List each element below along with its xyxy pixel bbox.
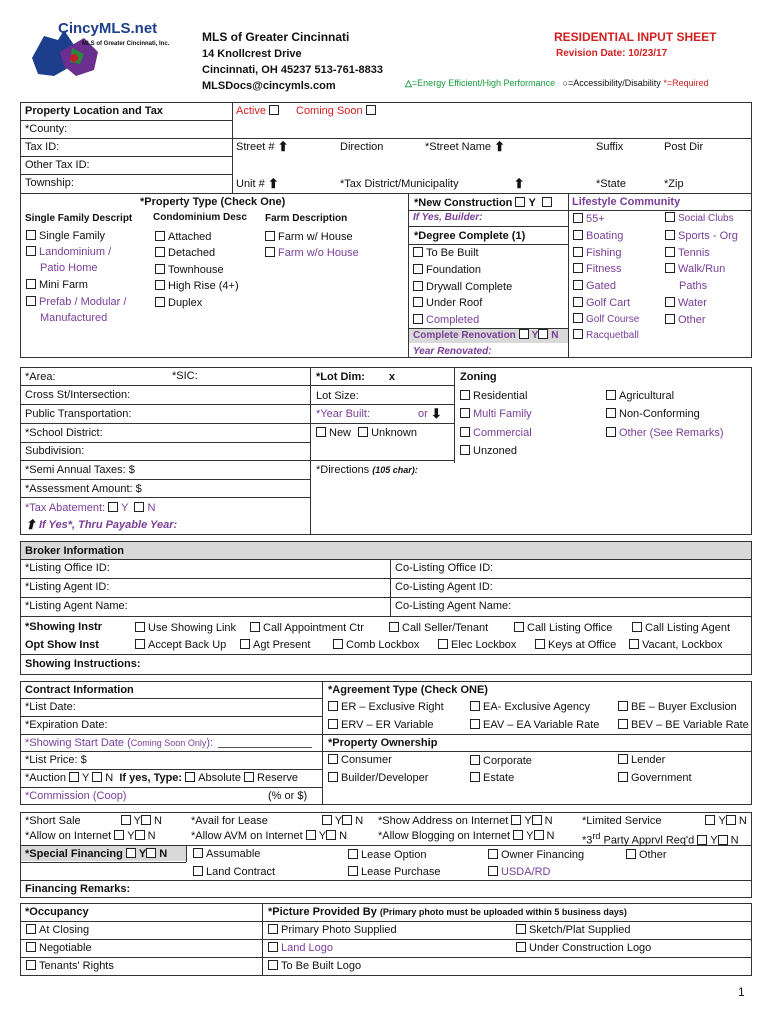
- year-built-field[interactable]: *Year Built: or ⬇: [316, 406, 442, 421]
- ownership-estate-checkbox[interactable]: Estate: [470, 771, 514, 785]
- accessibility-arrow-icon: ⬆: [277, 139, 289, 154]
- area-field[interactable]: *Area:: [25, 371, 56, 383]
- allow-blogging-field[interactable]: *Allow Blogging on Internet Y N: [378, 830, 555, 842]
- prefab-checkbox[interactable]: Prefab / Modular /: [26, 295, 126, 309]
- financing-lease-purchase-checkbox[interactable]: Lease Purchase: [348, 865, 441, 879]
- show-address-field[interactable]: *Show Address on Internet Y N: [378, 815, 553, 827]
- legend-access: =Accessibility/Disability: [568, 78, 661, 88]
- broker-title: Broker Information: [25, 545, 125, 557]
- occupancy-at-closing-checkbox[interactable]: At Closing: [26, 923, 89, 937]
- logo: [24, 18, 184, 82]
- logo-brand: CincyMLS.net: [58, 20, 158, 37]
- complete-renovation-field[interactable]: Complete Renovation Y N: [413, 330, 559, 341]
- townhouse-checkbox[interactable]: Townhouse: [155, 263, 224, 277]
- lot-size-field[interactable]: Lot Size:: [316, 390, 359, 402]
- comb-lockbox-checkbox[interactable]: Comb Lockbox: [333, 638, 419, 652]
- post-dir-field[interactable]: Post Dir: [664, 141, 704, 153]
- street-name-field[interactable]: *Street Name ⬆: [425, 139, 505, 154]
- if-yes-builder: If Yes, Builder:: [413, 212, 483, 223]
- accessibility-circle-icon: ○: [562, 78, 569, 88]
- property-ownership-title: *Property Ownership: [328, 737, 438, 749]
- zoning-multi-family-checkbox[interactable]: Multi Family: [460, 407, 532, 421]
- primary-photo-checkbox[interactable]: Primary Photo Supplied: [268, 923, 397, 937]
- financing-usda-checkbox[interactable]: USDA/RD: [488, 865, 551, 879]
- lifestyle-racquetball-checkbox[interactable]: Racquetball: [573, 329, 639, 343]
- accessibility-arrow-icon: ⬆: [494, 139, 505, 154]
- occupancy-title: *Occupancy: [25, 906, 89, 918]
- zip-field[interactable]: *Zip: [664, 178, 684, 190]
- detached-checkbox[interactable]: Detached: [155, 246, 215, 260]
- duplex-checkbox[interactable]: Duplex: [155, 296, 202, 310]
- co-listing-agent-field[interactable]: Co-Listing Agent ID:: [395, 581, 493, 593]
- co-listing-agent-name-field[interactable]: Co-Listing Agent Name:: [395, 600, 512, 612]
- lifestyle-social-clubs-checkbox[interactable]: Social Clubs: [665, 212, 734, 226]
- lifestyle-walk-run-checkbox[interactable]: Walk/Run: [665, 262, 725, 276]
- ownership-consumer-checkbox[interactable]: Consumer: [328, 753, 392, 767]
- accessibility-arrow-icon: ⬆: [25, 517, 36, 532]
- coming-soon-checkbox[interactable]: Coming Soon: [296, 104, 379, 118]
- ownership-builder-checkbox[interactable]: Builder/Developer: [328, 771, 428, 785]
- legend: [405, 76, 709, 90]
- accessibility-arrow-down-icon: ⬇: [430, 406, 442, 421]
- unit-number-field[interactable]: Unit # ⬆: [236, 176, 279, 191]
- sketch-plat-checkbox[interactable]: Sketch/Plat Supplied: [516, 923, 631, 937]
- logo-subtitle: MLS of Greater Cincinnati, Inc.: [82, 41, 170, 47]
- org-address-1: 14 Knollcrest Drive: [202, 48, 302, 60]
- limited-service-field[interactable]: *Limited Service Y N: [582, 815, 747, 827]
- condo-title: Condominium Desc: [153, 212, 247, 223]
- listing-agent-field[interactable]: *Listing Agent ID:: [25, 581, 110, 593]
- zoning-commercial-checkbox[interactable]: Commercial: [460, 426, 532, 440]
- property-location-title: Property Location and Tax: [25, 105, 163, 117]
- zoning-title: Zoning: [460, 371, 497, 383]
- year-built-unknown-field[interactable]: New Unknown: [316, 426, 417, 440]
- sic-field[interactable]: *SIC:: [172, 370, 198, 382]
- mini-farm-checkbox[interactable]: Mini Farm: [26, 278, 88, 292]
- agreement-er-checkbox[interactable]: ER – Exclusive Right: [328, 700, 444, 714]
- legend-energy: =Energy Efficient/High Performance: [411, 78, 556, 88]
- allow-on-internet-field[interactable]: *Allow on Internet Y N: [25, 830, 156, 842]
- landominium-checkbox[interactable]: Landominium /: [26, 245, 111, 259]
- financing-land-contract-checkbox[interactable]: Land Contract: [193, 865, 275, 879]
- list-price-field[interactable]: *List Price: $: [25, 754, 87, 766]
- zoning-agricultural-checkbox[interactable]: Agricultural: [606, 389, 674, 403]
- lifestyle-fishing-checkbox[interactable]: Fishing: [573, 246, 621, 260]
- patio-home-label: Patio Home: [40, 262, 98, 274]
- co-listing-office-field[interactable]: Co-Listing Office ID:: [395, 562, 494, 574]
- lot-dim-field[interactable]: *Lot Dim: x: [316, 371, 396, 383]
- assessment-amount-field[interactable]: *Assessment Amount: $: [25, 483, 142, 495]
- completed-checkbox[interactable]: Completed: [413, 313, 479, 327]
- lifestyle-other-checkbox[interactable]: Other: [665, 313, 706, 327]
- listing-agent-name-field[interactable]: *Listing Agent Name:: [25, 600, 128, 612]
- agreement-bev-checkbox[interactable]: BEV – BE Variable Rate: [618, 718, 749, 732]
- elec-lockbox-checkbox[interactable]: Elec Lockbox: [438, 638, 516, 652]
- call-listing-office-checkbox[interactable]: Call Listing Office: [514, 621, 612, 635]
- financing-other-checkbox[interactable]: Other: [626, 848, 667, 862]
- degree-complete-title: *Degree Complete (1): [414, 230, 526, 242]
- page-number: 1: [738, 985, 745, 999]
- keys-at-office-checkbox[interactable]: Keys at Office: [535, 638, 616, 652]
- lifestyle-paths-label: Paths: [679, 280, 708, 292]
- legend-required: *=Required: [663, 78, 709, 88]
- other-tax-id-field[interactable]: Other Tax ID:: [25, 159, 90, 171]
- subdivision-field[interactable]: Subdivision:: [25, 445, 85, 457]
- high-rise-checkbox[interactable]: High Rise (4+): [155, 279, 239, 293]
- under-construction-logo-checkbox[interactable]: Under Construction Logo: [516, 941, 651, 955]
- accessibility-arrow-icon: ⬆: [267, 176, 279, 191]
- property-location-section: [20, 102, 752, 358]
- third-party-approval-field[interactable]: *3rd Party Apprvl Req'd Y N: [582, 831, 739, 847]
- ownership-lender-checkbox[interactable]: Lender: [618, 753, 665, 767]
- public-transport-field[interactable]: Public Transportation:: [25, 408, 132, 420]
- use-showing-link-checkbox[interactable]: Use Showing Link: [135, 621, 236, 635]
- manufactured-label: Manufactured: [40, 312, 108, 324]
- energy-triangle-icon: △: [405, 78, 412, 88]
- vacant-lockbox-checkbox[interactable]: Vacant, Lockbox: [629, 638, 723, 652]
- drywall-complete-checkbox[interactable]: Drywall Complete: [413, 280, 512, 294]
- semi-annual-taxes-field[interactable]: *Semi Annual Taxes: $: [25, 464, 135, 476]
- attached-checkbox[interactable]: Attached: [155, 230, 211, 244]
- lifestyle-boating-checkbox[interactable]: Boating: [573, 229, 623, 243]
- accessibility-arrow-icon: ⬆: [513, 176, 525, 191]
- lifestyle-gated-checkbox[interactable]: Gated: [573, 279, 616, 293]
- suffix-field[interactable]: Suffix: [596, 141, 624, 153]
- occupancy-tenants-rights-checkbox[interactable]: Tenants' Rights: [26, 959, 114, 973]
- single-family-checkbox[interactable]: Single Family: [26, 229, 105, 243]
- to-be-built-logo-checkbox[interactable]: To Be Built Logo: [268, 959, 361, 973]
- revision-date: Revision Date: 10/23/17: [556, 48, 668, 59]
- farm-title: Farm Description: [265, 213, 348, 224]
- form-title: RESIDENTIAL INPUT SHEET: [554, 30, 717, 44]
- picture-provided-title: *Picture Provided By (Primary photo must be uploaded within 5 business days): [268, 906, 627, 918]
- new-construction-field[interactable]: *New Construction Y: [414, 196, 555, 210]
- agt-present-checkbox[interactable]: Agt Present: [240, 638, 310, 652]
- ownership-government-checkbox[interactable]: Government: [618, 771, 692, 785]
- tax-id-field[interactable]: Tax ID:: [25, 141, 60, 153]
- org-address-2: Cincinnati, OH 45237 513-761-8833: [202, 64, 383, 76]
- tax-abatement-field[interactable]: *Tax Abatement: Y N: [25, 502, 156, 514]
- lifestyle-tennis-checkbox[interactable]: Tennis: [665, 246, 710, 260]
- showing-instr-label: *Showing Instr: [25, 621, 102, 633]
- abatement-thru-year-field[interactable]: ⬆ If Yes*, Thru Payable Year:: [25, 517, 178, 532]
- special-financing-field[interactable]: *Special Financing Y N: [25, 848, 168, 860]
- listing-office-field[interactable]: *Listing Office ID:: [25, 562, 110, 574]
- agreement-ea-checkbox[interactable]: EA- Exclusive Agency: [470, 700, 590, 714]
- land-logo-checkbox[interactable]: Land Logo: [268, 941, 333, 955]
- directions-field[interactable]: *Directions (105 char):: [316, 464, 418, 476]
- financing-lease-option-checkbox[interactable]: Lease Option: [348, 848, 426, 862]
- lifestyle-title: Lifestyle Community: [572, 196, 681, 208]
- to-be-built-checkbox[interactable]: To Be Built: [413, 246, 479, 260]
- county-field[interactable]: *County:: [25, 123, 68, 135]
- showing-start-date-field[interactable]: *Showing Start Date (Coming Soon Only):: [25, 737, 214, 749]
- direction-field[interactable]: Direction: [340, 141, 384, 153]
- call-seller-tenant-checkbox[interactable]: Call Seller/Tenant: [389, 621, 488, 635]
- call-listing-agent-checkbox[interactable]: Call Listing Agent: [632, 621, 730, 635]
- township-field[interactable]: Township:: [25, 177, 74, 189]
- accept-back-up-checkbox[interactable]: Accept Back Up: [135, 638, 226, 652]
- auction-field[interactable]: *Auction Y N If yes, Type: Absolute Reserve: [25, 772, 298, 784]
- lifestyle-55-checkbox[interactable]: 55+: [573, 212, 605, 226]
- occupancy-negotiable-checkbox[interactable]: Negotiable: [26, 941, 92, 955]
- under-roof-checkbox[interactable]: Under Roof: [413, 296, 482, 310]
- zoning-residential-checkbox[interactable]: Residential: [460, 389, 527, 403]
- school-district-field[interactable]: *School District:: [25, 427, 103, 439]
- lifestyle-sports-checkbox[interactable]: Sports - Org: [665, 229, 738, 243]
- active-checkbox[interactable]: Active: [236, 104, 282, 118]
- year-renovated-field[interactable]: Year Renovated:: [413, 346, 492, 357]
- short-sale-field[interactable]: *Short Sale Y N: [25, 815, 162, 827]
- pct-or-dollar-label: (% or $): [268, 790, 308, 802]
- lifestyle-golf-course-checkbox[interactable]: Golf Course: [573, 313, 639, 327]
- single-family-title: Single Family Descript: [25, 213, 133, 224]
- zoning-unzoned-checkbox[interactable]: Unzoned: [460, 444, 517, 458]
- avail-for-lease-field[interactable]: *Avail for Lease Y N: [191, 815, 364, 827]
- commission-field[interactable]: *Commission (Coop): [25, 790, 127, 802]
- property-type-title: *Property Type (Check One): [140, 196, 286, 208]
- list-date-field[interactable]: *List Date:: [25, 701, 76, 713]
- tax-district-field[interactable]: *Tax District/Municipality ⬆: [340, 176, 525, 191]
- org-name: MLS of Greater Cincinnati: [202, 30, 350, 44]
- allow-avm-field[interactable]: *Allow AVM on Internet Y N: [191, 830, 348, 842]
- farm-without-house-checkbox[interactable]: Farm w/o House: [265, 246, 359, 260]
- zoning-non-conforming-checkbox[interactable]: Non-Conforming: [606, 407, 700, 421]
- org-email: MLSDocs@cincymls.com: [202, 80, 336, 92]
- lifestyle-water-checkbox[interactable]: Water: [665, 296, 707, 310]
- cross-street-field[interactable]: Cross St/Intersection:: [25, 389, 131, 401]
- lifestyle-golf-cart-checkbox[interactable]: Golf Cart: [573, 296, 630, 310]
- agreement-eav-checkbox[interactable]: EAV – EA Variable Rate: [470, 718, 599, 732]
- zoning-other-checkbox[interactable]: Other (See Remarks): [606, 426, 724, 440]
- call-appointment-ctr-checkbox[interactable]: Call Appointment Ctr: [250, 621, 364, 635]
- state-field[interactable]: *State: [596, 178, 626, 190]
- financing-owner-checkbox[interactable]: Owner Financing: [488, 848, 584, 862]
- lifestyle-fitness-checkbox[interactable]: Fitness: [573, 262, 621, 276]
- agreement-type-title: *Agreement Type (Check ONE): [328, 684, 488, 696]
- showing-instructions-field[interactable]: Showing Instructions:: [25, 658, 141, 670]
- foundation-checkbox[interactable]: Foundation: [413, 263, 481, 277]
- contract-title: Contract Information: [25, 684, 134, 696]
- opt-show-inst-label: Opt Show Inst: [25, 639, 99, 651]
- farm-with-house-checkbox[interactable]: Farm w/ House: [265, 230, 353, 244]
- expiration-date-field[interactable]: *Expiration Date:: [25, 719, 108, 731]
- street-number-field[interactable]: Street # ⬆: [236, 139, 289, 154]
- financing-remarks-field[interactable]: Financing Remarks:: [25, 883, 131, 895]
- financing-assumable-checkbox[interactable]: Assumable: [193, 847, 260, 861]
- agreement-erv-checkbox[interactable]: ERV – ER Variable: [328, 718, 434, 732]
- agreement-be-checkbox[interactable]: BE – Buyer Exclusion: [618, 700, 737, 714]
- ownership-corporate-checkbox[interactable]: Corporate: [470, 754, 532, 768]
